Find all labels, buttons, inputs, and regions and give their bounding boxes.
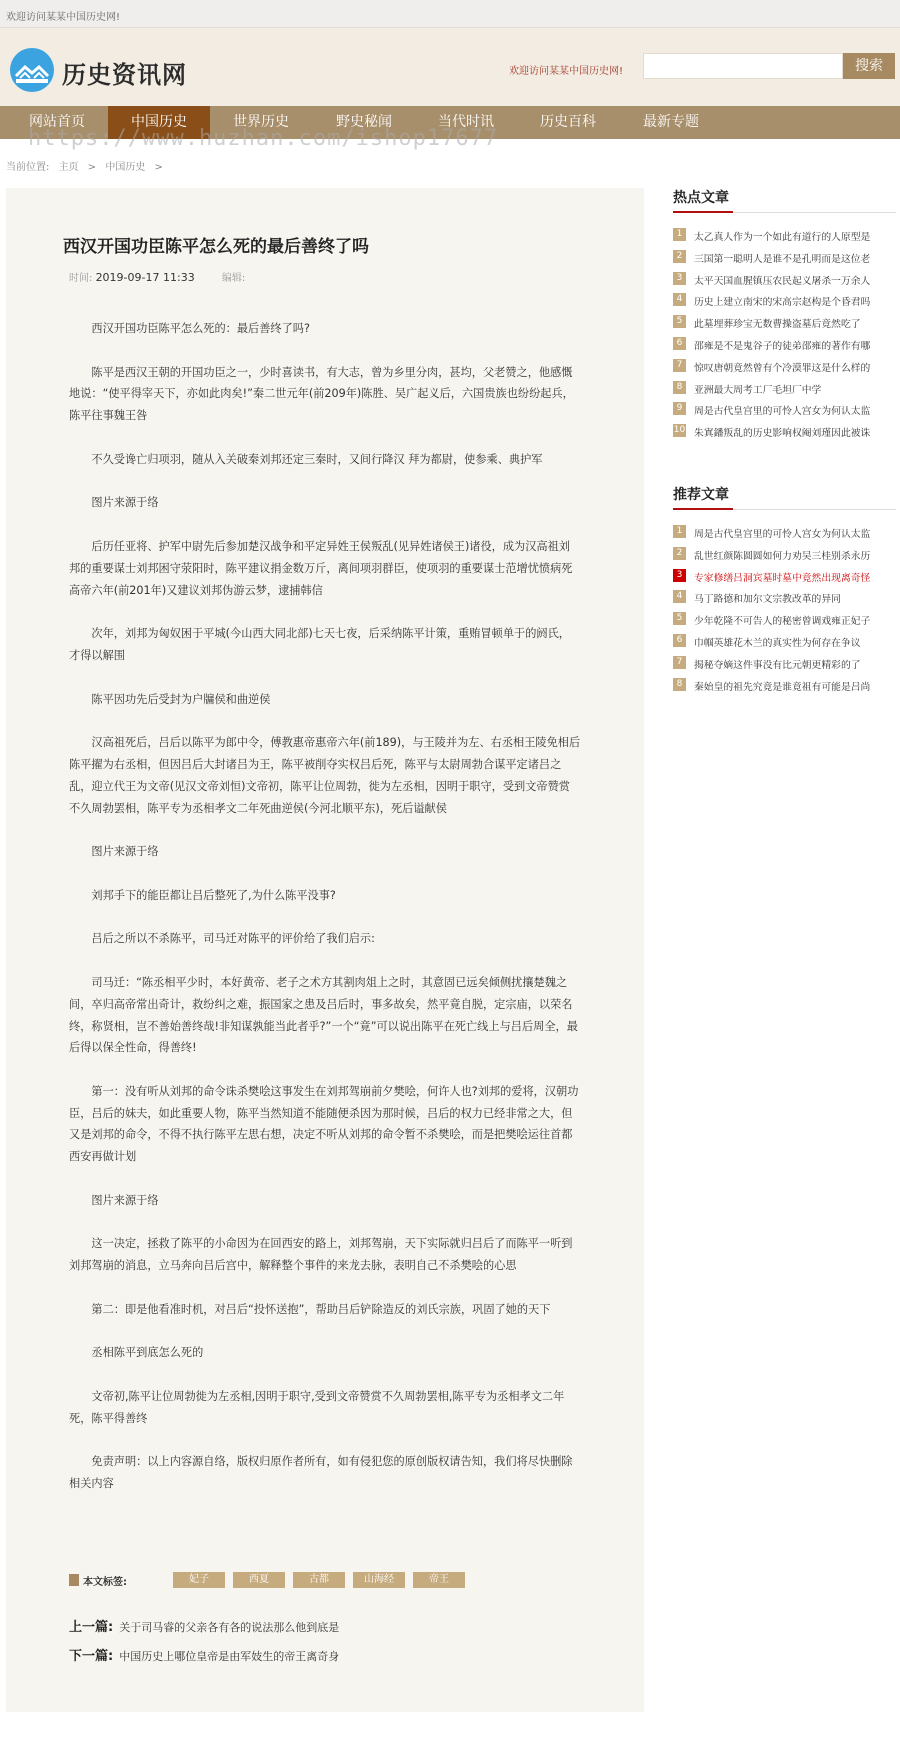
sidebar-article-link[interactable]: 乱世红颜陈圆圆如何力劝吴三桂别杀永历 (694, 550, 871, 562)
image-caption: 图片来源于络 (91, 845, 159, 859)
sidebar-article-item[interactable] (673, 270, 896, 288)
prev-label: 上一篇: (69, 1620, 114, 1635)
sidebar-article-item[interactable] (673, 379, 896, 397)
tags-label: 本文标签: (83, 1577, 127, 1588)
sidebar-article-link[interactable]: 太乙真人作为一个如此有道行的人原型是 (694, 232, 871, 243)
rank-number-badge: 4 (673, 590, 686, 603)
next-article (69, 1645, 339, 1664)
article-paragraph: 不久受谗亡归项羽，随从入关破秦刘邦还定三秦时，又间行降汉 拜为都尉，使参乘、典护军 (91, 452, 543, 466)
watermark-text: https://www.huzhan.com/ishop17677 (28, 126, 499, 151)
article-paragraph: 第二：即是他看准时机，对吕后“投怀送抱”，帮助吕后铲除造反的刘氏宗族，巩固了她的天下 (91, 1302, 551, 1316)
prev-article (69, 1616, 339, 1635)
nav-item-world-history[interactable]: 世界历史 (233, 114, 289, 130)
site-header (0, 28, 900, 106)
next-article-link[interactable]: 中国历史上哪位皇帝是由军妓生的帝王离奇身 (119, 1650, 340, 1663)
hot-articles-title: 热点文章 (673, 190, 729, 206)
article-paragraph: 丞相陈平到底怎么死的 (91, 1346, 204, 1360)
rank-number-badge: 5 (673, 612, 686, 625)
next-label: 下一篇: (69, 1649, 114, 1664)
article-paragraph: 后历任亚将、护军中尉先后参加楚汉战争和平定异姓王侯叛乱(见异姓诸侯王)诸役，成为汉高祖刘邦的重要谋士刘邦困守荥阳时，陈平建议捐金数万斤，离间项羽群臣，使项羽的重要谋士范增忧愤病死高帝六年(前201年)又建议刘邦伪游云梦，逮捕韩信 (69, 539, 573, 597)
tag-link[interactable]: 西夏 (233, 1572, 285, 1588)
rank-number-badge: 3 (673, 272, 686, 285)
recommended-articles-title: 推荐文章 (673, 487, 729, 503)
breadcrumb-prefix: 当前位置: (6, 162, 50, 173)
sidebar-article-link[interactable]: 专家修缮吕洞宾墓时墓中竟然出现离奇怪 (694, 572, 871, 584)
sidebar-article-link[interactable]: 此墓埋葬珍宝无数曹操盗墓后竟然吃了 (694, 319, 861, 331)
article-paragraph: 陈平因功先后受封为户牖侯和曲逆侯 (91, 692, 271, 706)
sidebar-article-link[interactable]: 周是古代皇宫里的可怜人宫女为何认太监 (694, 406, 871, 418)
disclaimer-paragraph: 免责声明：以上内容源自络，版权归原作者所有，如有侵犯您的原创版权请告知，我们将尽快删除相关内容 (69, 1455, 573, 1491)
prev-article-link[interactable]: 关于司马睿的父亲各有各的说法那么他到底是 (119, 1621, 340, 1634)
sidebar-article-link[interactable]: 揭秘夺嫡这件事没有比元朝更精彩的了 (694, 659, 861, 671)
sidebar-article-item[interactable] (673, 357, 896, 375)
image-caption: 图片来源于络 (91, 496, 159, 510)
rank-number-badge: 8 (673, 381, 686, 394)
sidebar-article-item[interactable] (673, 632, 896, 650)
top-welcome-text: 欢迎访问某某中国历史网! (6, 12, 121, 23)
sidebar-article-item[interactable] (673, 567, 896, 585)
sidebar-article-item[interactable] (673, 422, 896, 440)
article-meta (69, 269, 245, 284)
sidebar-article-item[interactable] (673, 248, 896, 266)
site-name[interactable]: 历史资讯网 (62, 60, 187, 89)
tag-link[interactable]: 山海经 (353, 1572, 405, 1588)
sidebar-article-link[interactable]: 周是古代皇宫里的可怜人宫女为何认太监 (694, 529, 871, 540)
rank-number-badge: 9 (673, 402, 686, 415)
article-paragraph: 次年，刘邦为匈奴困于平城(今山西大同北部)七天七夜，后采纳陈平计策，重贿冒顿单于的阏氏，才得以解围 (69, 627, 570, 662)
rank-number-badge: 4 (673, 293, 686, 306)
rank-number-badge: 2 (673, 547, 686, 560)
image-caption: 图片来源于络 (91, 1193, 159, 1207)
breadcrumb-separator: > (87, 162, 97, 173)
divider-accent (673, 211, 733, 213)
search-input[interactable] (643, 53, 843, 79)
sidebar-article-item[interactable] (673, 523, 896, 541)
sidebar-article-link[interactable]: 邵雍是不是鬼谷子的徒弟邵雍的著作有哪 (694, 341, 871, 352)
nav-item-home[interactable]: 网站首页 (29, 114, 85, 130)
header-welcome-text: 欢迎访问某某中国历史网! (509, 66, 624, 77)
sidebar-article-item[interactable] (673, 610, 896, 628)
article-paragraph: 刘邦手下的能臣都让吕后整死了,为什么陈平没事? (91, 888, 336, 902)
nav-item-encyclopedia[interactable]: 历史百科 (540, 114, 596, 130)
breadcrumb-current-link[interactable]: 中国历史 (105, 162, 146, 173)
editor-label: 编辑: (221, 273, 246, 284)
rank-number-badge: 8 (673, 678, 686, 691)
rank-number-badge: 6 (673, 634, 686, 647)
rank-number-badge: 2 (673, 250, 686, 263)
tag-link[interactable]: 妃子 (173, 1572, 225, 1588)
rank-number-badge: 1 (673, 228, 686, 241)
rank-number-badge: 7 (673, 656, 686, 669)
sidebar-article-item[interactable] (673, 400, 896, 418)
sidebar-article-link[interactable]: 亚洲最大周考工厂毛坦厂中学 (694, 384, 822, 396)
sidebar-article-item[interactable] (673, 291, 896, 309)
nav-item-china-history[interactable]: 中国历史 (108, 106, 210, 139)
sidebar-article-item[interactable] (673, 335, 896, 353)
article-paragraph: 吕后之所以不杀陈平，司马迁对陈平的评价给了我们启示: (91, 932, 375, 946)
nav-item-current-news[interactable]: 当代时讯 (438, 114, 494, 130)
sidebar-article-link[interactable]: 太平天国血腥镇压农民起义屠杀一万余人 (694, 275, 871, 287)
sidebar-article-item[interactable] (673, 313, 896, 331)
time-label: 时间: (69, 273, 93, 284)
nav-item-secret-history[interactable]: 野史秘闻 (336, 114, 392, 130)
article-title: 西汉开国功臣陈平怎么死的最后善终了吗 (63, 237, 369, 257)
nav-item-topics[interactable]: 最新专题 (643, 114, 699, 130)
rank-number-badge: 1 (673, 525, 686, 538)
article-paragraph: 司马迁：“陈丞相平少时，本好黄帝、老子之术方其割肉俎上之时，其意固已远矣倾侧扰攘楚魏之间，卒归高帝常出奇计，救纷纠之难，振国家之患及吕后时，事多故矣，然平竟自脱，定宗庙，以荣名终，称贤相，岂不善始善终哉!非知谋孰能当此者乎?”一个“竟”可以说出陈平在死亡线上与吕后周全，最后得以保全性命，得善终! (69, 975, 578, 1055)
tag-link[interactable]: 古都 (293, 1572, 345, 1588)
sidebar-article-link[interactable]: 马丁路德和加尔文宗教改革的异同 (694, 594, 841, 606)
sidebar-article-item[interactable] (673, 545, 896, 563)
rank-number-badge: 10 (673, 425, 686, 436)
sidebar-article-item[interactable] (673, 676, 896, 694)
divider-accent (673, 508, 733, 510)
article-paragraph: 西汉开国功臣陈平怎么死的：最后善终了吗? (91, 322, 310, 335)
sidebar-article-link[interactable]: 朱寘鐇叛乱的历史影响权阉刘瑾因此被诛 (694, 428, 871, 440)
rank-number-badge: 6 (673, 337, 686, 350)
article-body (69, 318, 581, 1517)
search-button[interactable]: 搜索 (843, 53, 895, 79)
rank-number-badge: 7 (673, 359, 686, 372)
bookmark-icon (69, 1574, 79, 1586)
sidebar-article-item[interactable] (673, 654, 896, 672)
article-date: 2019-09-17 11:33 (95, 271, 195, 284)
article-paragraph: 汉高祖死后，吕后以陈平为郎中令，傅教惠帝惠帝六年(前189)，与王陵并为左、右丞相王陵免相后陈平擢为右丞相，但因吕后大封诸吕为王，陈平被削夺实权吕后死，陈平与太尉周勃合谋平定诸吕之乱，迎立代王为文帝(见汉文帝刘恒)文帝初，陈平让位周勃，徙为左丞相，因明于职守，受到文帝赞赏不久周勃罢相，陈平专为丞相孝文二年死曲逆侯(今河北顺平东)，死后谥献侯 (69, 736, 581, 815)
article-paragraph: 这一决定，拯救了陈平的小命因为在回西安的路上，刘邦驾崩，天下实际就归吕后了而陈平一听到刘邦驾崩的消息，立马奔向吕后宫中，解释整个事件的来龙去脉，表明自己不杀樊哙的心思 (69, 1237, 573, 1273)
rank-number-badge: 3 (673, 569, 686, 582)
sidebar-article-link[interactable]: 巾帼英雄花木兰的真实性为何存在争议 (694, 638, 861, 649)
article-paragraph: 文帝初,陈平让位周勃徙为左丞相,因明于职守,受到文帝赞赏不久周勃罢相,陈平专为丞相孝文二年死，陈平得善终 (69, 1390, 565, 1425)
rank-number-badge: 5 (673, 315, 686, 328)
sidebar-article-item[interactable] (673, 226, 896, 244)
breadcrumb-separator: > (154, 162, 163, 173)
sidebar-article-link[interactable]: 少年乾隆不可告人的秘密曾调戏雍正妃子 (694, 616, 871, 628)
sidebar-article-link[interactable]: 历史上建立南宋的宋高宗赵构是个昏君吗 (694, 297, 871, 309)
breadcrumb-home-link[interactable]: 主页 (58, 162, 79, 173)
tag-link[interactable]: 帝王 (413, 1572, 465, 1588)
top-bar (0, 0, 900, 28)
article-paragraph: 第一：没有听从刘邦的命令诛杀樊哙这事发生在刘邦驾崩前夕樊哙，何许人也?刘邦的爱将，汉朝功臣，吕后的妹夫，如此重要人物，陈平当然知道不能随便杀因为那时候，吕后的权力已经非常之大，但又是刘邦的命令，不得不执行陈平左思右想，决定不听从刘邦的命令暂不杀樊哙，而是把樊哙运往首都西安再做计划 (69, 1084, 579, 1164)
sidebar-article-item[interactable] (673, 588, 896, 606)
article-paragraph: 陈平是西汉王朝的开国功臣之一，少时喜读书，有大志，曾为乡里分肉，甚均，父老赞之，他感慨地说：“使平得宰天下，亦如此肉矣!”秦二世元年(前209年)陈胜、吴广起义后，六国贵族也纷纷起兵，陈平往事魏王咎 (69, 365, 574, 423)
sidebar-article-link[interactable]: 秦始皇的祖先究竟是谁竟祖有可能是吕尚 (694, 681, 871, 693)
sidebar-article-link[interactable]: 惊叹唐朝竟然曾有个冷漠罪这是什么样的 (694, 362, 871, 374)
sidebar-article-link[interactable]: 三国第一聪明人是谁不是孔明而是这位老 (694, 253, 871, 265)
site-logo-icon[interactable] (10, 48, 54, 92)
breadcrumb (6, 158, 169, 173)
